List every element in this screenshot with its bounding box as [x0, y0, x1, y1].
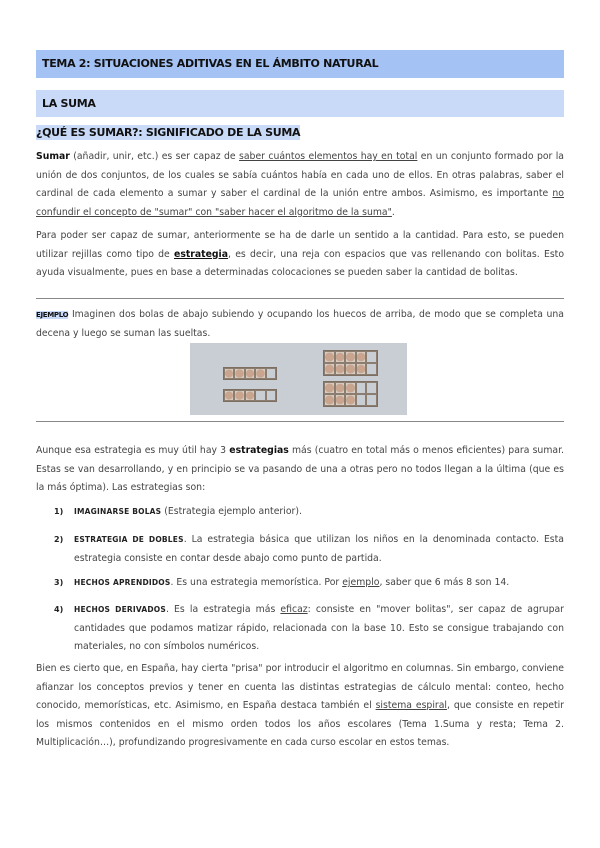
text: , es decir, una reja con espacios que vas rellenando con bolitas. Esto ayuda visualmente, pues en base a determinadas colocaciones se pueden saber la cantidad de bolitas.	[36, 248, 565, 278]
underlined-text: eficaz	[280, 604, 308, 615]
example-tag: EJEMPLO	[36, 311, 69, 319]
underlined-text: ejemplo	[342, 577, 380, 588]
bold-term: estrategias	[229, 445, 289, 456]
text: . La estrategia básica que utilizan los niños en la denominada contacto. Esta estrategia consiste en contar desde abajo como punto de partida.	[74, 534, 564, 564]
section-title: LA SUMA	[36, 90, 564, 117]
bold-term: Sumar	[36, 151, 70, 162]
strategy-name: ESTRATEGIA DE DOBLES	[74, 535, 184, 544]
strategy-name: HECHOS DERIVADOS	[74, 605, 166, 614]
list-number: 3)	[54, 578, 64, 587]
frame-bottom-right	[323, 381, 378, 407]
bold-term: estrategia	[174, 248, 229, 260]
text: : consiste en "mover bolitas", ser capaz de agrupar cantidades que podamos matizar rápido, relacionada con la base 10. Esto se consigue trabajando con materiales, no con símbolos numéricos.	[74, 604, 564, 652]
underlined-text: saber cuántos elementos hay en total	[239, 151, 418, 162]
text: . Es una estrategia memorística. Por	[170, 577, 343, 588]
list-item	[54, 574, 564, 593]
topic-title: TEMA 2: SITUACIONES ADITIVAS EN EL ÁMBITO NATURAL	[36, 50, 564, 78]
example-paragraph	[36, 306, 564, 343]
list-number: 2)	[54, 535, 64, 544]
underlined-text: no confundir el concepto de "sumar" con "saber hacer el algoritmo de la suma"	[36, 188, 564, 218]
list-item	[54, 601, 564, 657]
text: (añadir, unir, etc.) es ser capaz de	[69, 151, 239, 162]
paragraph-spain	[36, 660, 564, 753]
frame-bottom-left	[223, 389, 277, 402]
text: Imaginen dos bolas de abajo subiendo y ocupando los huecos de arriba, de modo que se completa una decena y luego se suman las sueltas.	[36, 309, 564, 339]
frame-top-right	[323, 350, 378, 376]
frame-top-left	[223, 367, 277, 380]
paragraph-definition	[36, 148, 564, 222]
text: Para poder ser capaz de sumar, anteriormente se ha de darle un sentido a la cantidad. Para esto, se pueden utilizar rejillas como tipo de	[36, 230, 564, 260]
underlined-text: sistema espiral	[375, 700, 448, 711]
text: Aunque esa estrategia es muy útil hay 3	[36, 445, 230, 456]
paragraph-strategies-intro	[36, 442, 564, 498]
list-item	[54, 531, 564, 568]
text: (Estrategia ejemplo anterior).	[161, 506, 302, 517]
text: Bien es cierto que, en España, hay cierta "prisa" por introducir el algoritmo en columnas. Sin embargo, conviene afianzar los conceptos previos y tener en cuenta las distintas estrategias de cálculo mental: conteo, hecho conocido, memorísticas, etc. Asimismo, en España destaca también el	[36, 663, 564, 711]
ten-frame-image	[190, 343, 407, 415]
list-number: 1)	[54, 507, 64, 516]
text: más (cuatro en total más o menos eficientes) para sumar. Estas se van desarrollando, y en principio se va pasando de una a otras pero no todos llegan a la última (que es la más óptima). Las estrategias son:	[36, 445, 564, 493]
text: . Es la estrategia más	[165, 604, 281, 615]
text: en un conjunto formado por la unión de dos conjuntos, de los cuales se sabía cuántos había en cada uno de ellos. En otras palabras, saber el cardinal de cada elemento a sumar y saber el cardinal de la unión entre ambos. Asimismo, es importante	[36, 151, 564, 199]
paragraph-strategy	[36, 227, 564, 283]
divider	[36, 298, 564, 299]
list-item	[54, 503, 564, 522]
text: , que consiste en repetir los mismos contenidos en el mismo orden todos los años escolares (Tema 1.Suma y resta; Tema 2. Multiplicación…), profundizando progresivamente en cada curso escolar en estos temas.	[36, 700, 564, 748]
divider	[36, 421, 564, 422]
strategy-name: IMAGINARSE BOLAS	[74, 507, 162, 516]
text: .	[391, 206, 395, 218]
list-number: 4)	[54, 605, 64, 614]
text: , saber que 6 más 8 son 14.	[379, 577, 510, 588]
subheading: ¿QUÉ ES SUMAR?: SIGNIFICADO DE LA SUMA	[36, 126, 301, 139]
strategy-name: HECHOS APRENDIDOS	[74, 578, 171, 587]
